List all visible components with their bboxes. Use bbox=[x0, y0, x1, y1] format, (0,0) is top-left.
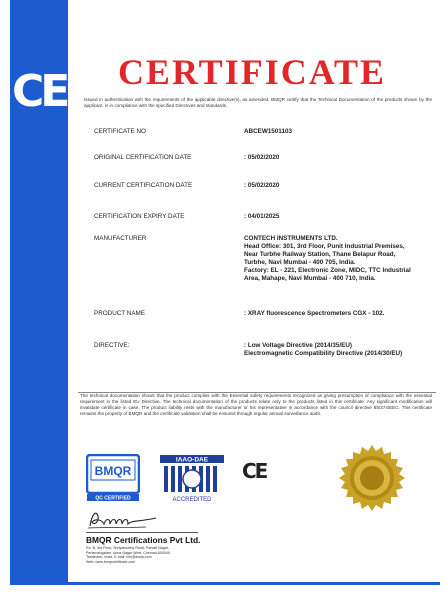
bmqr-logo-caption: QC CERTIFIED bbox=[95, 495, 131, 502]
ce-mark: CE bbox=[12, 66, 67, 117]
signature bbox=[86, 506, 162, 532]
field-value: : 05/02/2020 bbox=[244, 182, 280, 189]
field-value: : 05/02/2020 bbox=[244, 154, 280, 161]
issuer-name: BMQR Certifications Pvt Ltd. bbox=[86, 535, 201, 545]
certificate-title: CERTIFICATE bbox=[117, 52, 387, 92]
bmqr-logo bbox=[86, 454, 140, 502]
gold-seal-icon bbox=[338, 444, 406, 512]
bottom-blue-rule bbox=[10, 582, 440, 585]
signature-line bbox=[86, 532, 198, 533]
bmqr-logo-text: BMQR bbox=[94, 464, 132, 478]
blue-side-bar bbox=[10, 0, 68, 582]
field-label: CERTIFICATION EXPIRY DATE bbox=[94, 213, 185, 220]
iaf-logo-caption: ACCREDITED bbox=[172, 497, 212, 503]
iaf-logo-text: IAAO-DAE bbox=[175, 456, 209, 464]
field-label: ORIGINAL CERTIFICATION DATE bbox=[94, 154, 192, 161]
address-line: Periamangalam, Anna Nagar West, Chennai-600040 bbox=[86, 550, 170, 555]
field-label: CURRENT CERTIFICATION DATE bbox=[94, 182, 193, 189]
field-label: PRODUCT NAME bbox=[94, 310, 145, 317]
address-line: Web: www.bmqrcertificate.com bbox=[86, 559, 136, 564]
field-value: : 04/01/2025 bbox=[244, 213, 280, 220]
address-line: Tamilnadu, India. E-mail: info@bmqr.com bbox=[86, 555, 152, 560]
ce-small-mark: CE bbox=[242, 459, 267, 483]
field-label: CERTIFICATE NO bbox=[94, 128, 146, 135]
preamble-text: Issued in authentication with the requirements of the applicable directive(s), as amended. BMQR certify that the Technical Documentation of the products shown by the applicant, is in compliance with the specified Directives and standards. bbox=[84, 97, 432, 108]
issuer-address bbox=[86, 546, 236, 564]
address-line: Rd. B, 3rd Floor, Shriyamurthy Road, Parvati Nagar, bbox=[86, 546, 169, 550]
field-value: CONTECH INSTRUMENTS LTD. Head Office: 301, 3rd Floor, Punit Industrial Premises, Near Turbhe Railway Station, Thane Belapur Road, Turbhe, Navi Mumbai - 400 705, India. Factory: EL - 221, Electronic Zone, MIDC, TTC Industrial Area, Mahape, Navi Mumbai - 400 710, India. bbox=[244, 235, 411, 282]
field-label: MANUFACTURER bbox=[94, 235, 147, 242]
field-value: : Low Voltage Directive (2014/35/EU) Electromagnetic Compatibility Directive (2014/30/EU) bbox=[244, 342, 403, 357]
disclaimer-text: The technical documentation shows that the product complies with the Essential safety requirements recognized as giving presumption of compliance with the essential requirement in the listed EU Directive. The technical documentation of the products relate only to the products listed in this certificate. Any significant modification will invalidate certificate in case. The product liability rests with the manufacturer or his representative in accordance with the council directive 85/374/EEC. This certificate remains the property of BMQR and the certificate validation shall be ensured through regular annual surveillance audit. bbox=[80, 393, 432, 416]
field-label: DIRECTIVE: bbox=[94, 342, 130, 349]
iaf-accreditation-logo bbox=[160, 455, 224, 503]
field-value: ABCEW1501103 bbox=[244, 128, 292, 135]
field-value: : XRAY fluorescence Spectrometers CGX - 102. bbox=[244, 310, 385, 317]
